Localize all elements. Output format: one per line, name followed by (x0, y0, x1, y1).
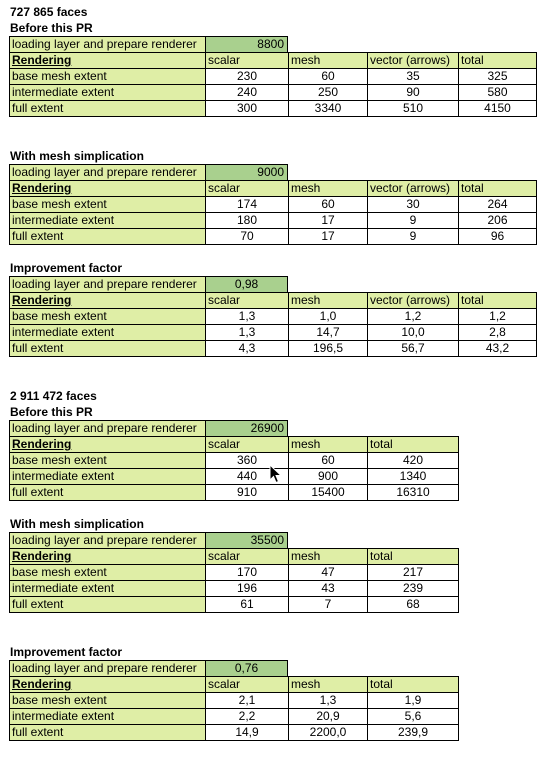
header-cell-mesh[interactable]: mesh (288, 52, 367, 68)
row-label-cell[interactable]: base mesh extent (9, 692, 205, 708)
value-cell[interactable]: 30 (367, 196, 458, 212)
value-cell[interactable]: 1,3 (288, 692, 367, 708)
table-row (9, 484, 537, 500)
value-cell[interactable]: 174 (205, 196, 288, 212)
value-cell[interactable]: 7 (288, 596, 367, 613)
spreadsheet (9, 4, 537, 740)
value-cell[interactable]: 10,0 (367, 324, 458, 340)
row-label-cell[interactable]: base mesh extent (9, 564, 205, 580)
table-row (9, 212, 537, 228)
loading-label-cell[interactable]: loading layer and prepare renderer (9, 660, 205, 676)
header-cell-mesh[interactable]: mesh (288, 436, 367, 452)
table-row (9, 692, 537, 708)
header-cell-vector[interactable]: vector (arrows) (367, 52, 458, 68)
loading-value-cell[interactable]: 26900 (205, 420, 288, 436)
header-cell-total[interactable]: total (458, 180, 537, 196)
value-cell[interactable]: 510 (367, 100, 458, 117)
row-label-cell[interactable]: full extent (9, 724, 205, 741)
value-cell[interactable]: 196,5 (288, 340, 367, 357)
header-cell-mesh[interactable]: mesh (288, 676, 367, 692)
value-cell[interactable]: 1,3 (205, 308, 288, 324)
loading-value-cell[interactable]: 8800 (205, 36, 288, 52)
table-with-simplification-1 (9, 148, 537, 244)
row-label-cell[interactable]: full extent (9, 100, 205, 117)
value-cell[interactable]: 300 (205, 100, 288, 117)
value-cell[interactable]: 264 (458, 196, 537, 212)
value-cell[interactable]: 420 (367, 452, 459, 468)
value-cell[interactable]: 4150 (458, 100, 537, 117)
header-cell-scalar[interactable]: scalar (205, 676, 288, 692)
loading-label-cell[interactable]: loading layer and prepare renderer (9, 420, 205, 436)
mouse-pointer-icon (269, 464, 283, 484)
row-label-cell[interactable]: full extent (9, 340, 205, 357)
value-cell[interactable]: 325 (458, 68, 537, 84)
loading-value-cell[interactable]: 9000 (205, 164, 288, 180)
header-cell-scalar[interactable]: scalar (205, 52, 288, 68)
loading-label-cell[interactable]: loading layer and prepare renderer (9, 164, 205, 180)
table-before-pr-1 (9, 20, 537, 116)
row-label-cell[interactable]: full extent (9, 228, 205, 245)
header-cell-scalar[interactable]: scalar (205, 180, 288, 196)
row-label-cell[interactable]: intermediate extent (9, 84, 205, 100)
loading-label-cell[interactable]: loading layer and prepare renderer (9, 532, 205, 548)
value-cell[interactable]: 16310 (367, 484, 459, 501)
value-cell[interactable]: 43,2 (458, 340, 537, 357)
header-cell-scalar[interactable]: scalar (205, 548, 288, 564)
value-cell[interactable]: 2,1 (205, 692, 288, 708)
table-row (9, 228, 537, 244)
table-improvement-1 (9, 260, 537, 356)
row-label-cell[interactable]: full extent (9, 596, 205, 613)
header-cell-mesh[interactable]: mesh (288, 548, 367, 564)
value-cell[interactable]: 60 (288, 452, 367, 468)
header-cell-total[interactable]: total (458, 52, 537, 68)
header-cell-rendering[interactable]: Rendering (9, 292, 205, 308)
value-cell[interactable]: 35 (367, 68, 458, 84)
value-cell[interactable]: 1,2 (367, 308, 458, 324)
header-cell-mesh[interactable]: mesh (288, 180, 367, 196)
value-cell[interactable]: 1,0 (288, 308, 367, 324)
header-cell-rendering[interactable]: Rendering (9, 548, 205, 564)
value-cell[interactable]: 900 (288, 468, 367, 484)
table-improvement-2 (9, 644, 537, 740)
value-cell[interactable]: 440 (205, 468, 288, 484)
table-title: Before this PR (10, 405, 93, 419)
value-cell[interactable]: 1340 (367, 468, 459, 484)
table-row (9, 84, 537, 100)
table-row (9, 708, 537, 724)
value-cell[interactable]: 4,3 (205, 340, 288, 357)
value-cell[interactable]: 217 (367, 564, 459, 580)
value-cell[interactable]: 230 (205, 68, 288, 84)
header-cell-total[interactable]: total (367, 676, 459, 692)
value-cell[interactable]: 15400 (288, 484, 367, 501)
table-title: Improvement factor (10, 261, 123, 275)
table-row (9, 196, 537, 212)
value-cell[interactable]: 196 (205, 580, 288, 596)
value-cell[interactable]: 2,2 (205, 708, 288, 724)
table-row (9, 596, 537, 612)
value-cell[interactable]: 70 (205, 228, 288, 245)
value-cell[interactable]: 170 (205, 564, 288, 580)
value-cell[interactable]: 1,3 (205, 324, 288, 340)
value-cell[interactable]: 1,9 (367, 692, 459, 708)
value-cell[interactable]: 3340 (288, 100, 367, 117)
header-cell-rendering[interactable]: Rendering (9, 676, 205, 692)
value-cell[interactable]: 206 (458, 212, 537, 228)
header-cell-scalar[interactable]: scalar (205, 436, 288, 452)
loading-label-cell[interactable]: loading layer and prepare renderer (9, 276, 205, 292)
value-cell[interactable]: 9 (367, 212, 458, 228)
value-cell[interactable]: 240 (205, 84, 288, 100)
value-cell[interactable]: 1,2 (458, 308, 537, 324)
row-label-cell[interactable]: full extent (9, 484, 205, 501)
faces-heading-2: 2 911 472 faces (10, 389, 97, 403)
header-cell-total[interactable]: total (458, 292, 537, 308)
header-cell-mesh[interactable]: mesh (288, 292, 367, 308)
table-row (9, 308, 537, 324)
value-cell[interactable]: 90 (367, 84, 458, 100)
header-cell-total[interactable]: total (367, 548, 459, 564)
value-cell[interactable]: 17 (288, 228, 367, 245)
value-cell[interactable]: 250 (288, 84, 367, 100)
value-cell[interactable]: 56,7 (367, 340, 458, 357)
table-row (9, 100, 537, 116)
value-cell[interactable]: 60 (288, 68, 367, 84)
header-cell-vector[interactable]: vector (arrows) (367, 180, 458, 196)
row-label-cell[interactable]: base mesh extent (9, 452, 205, 468)
row-label-cell[interactable]: intermediate extent (9, 580, 205, 596)
loading-value-cell[interactable]: 35500 (205, 532, 288, 548)
table-before-pr-2 (9, 404, 537, 500)
header-cell-scalar[interactable]: scalar (205, 292, 288, 308)
faces-heading-1: 727 865 faces (10, 5, 88, 19)
table-with-simplification-2 (9, 516, 537, 612)
row-label-cell[interactable]: base mesh extent (9, 196, 205, 212)
value-cell[interactable]: 14,9 (205, 724, 288, 741)
value-cell[interactable]: 360 (205, 452, 288, 468)
value-cell[interactable]: 2,8 (458, 324, 537, 340)
value-cell[interactable]: 180 (205, 212, 288, 228)
value-cell[interactable]: 47 (288, 564, 367, 580)
row-label-cell[interactable]: intermediate extent (9, 468, 205, 484)
table-row (9, 564, 537, 580)
value-cell[interactable]: 2200,0 (288, 724, 367, 741)
table-row (9, 580, 537, 596)
table-title: With mesh simplication (10, 149, 144, 163)
row-label-cell[interactable]: intermediate extent (9, 212, 205, 228)
header-cell-vector[interactable]: vector (arrows) (367, 292, 458, 308)
loading-value-cell[interactable]: 0,98 (205, 276, 288, 292)
value-cell[interactable]: 239,9 (367, 724, 459, 741)
table-title: Before this PR (10, 21, 93, 35)
table-row (9, 68, 537, 84)
row-label-cell[interactable]: intermediate extent (9, 708, 205, 724)
row-label-cell[interactable]: base mesh extent (9, 308, 205, 324)
value-cell[interactable]: 910 (205, 484, 288, 501)
value-cell[interactable]: 68 (367, 596, 459, 613)
value-cell[interactable]: 5,6 (367, 708, 459, 724)
value-cell[interactable]: 60 (288, 196, 367, 212)
table-title: Improvement factor (10, 645, 123, 659)
value-cell[interactable]: 61 (205, 596, 288, 613)
value-cell[interactable]: 9 (367, 228, 458, 245)
value-cell[interactable]: 14,7 (288, 324, 367, 340)
row-label-cell[interactable]: base mesh extent (9, 68, 205, 84)
value-cell[interactable]: 239 (367, 580, 459, 596)
value-cell[interactable]: 43 (288, 580, 367, 596)
loading-value-cell[interactable]: 0,76 (205, 660, 288, 676)
table-row (9, 340, 537, 356)
value-cell[interactable]: 20,9 (288, 708, 367, 724)
table-row (9, 724, 537, 740)
value-cell[interactable]: 96 (458, 228, 537, 245)
loading-label-cell[interactable]: loading layer and prepare renderer (9, 36, 205, 52)
table-title: With mesh simplication (10, 517, 144, 531)
header-cell-rendering[interactable]: Rendering (9, 436, 205, 452)
header-cell-rendering[interactable]: Rendering (9, 180, 205, 196)
row-label-cell[interactable]: intermediate extent (9, 324, 205, 340)
header-cell-rendering[interactable]: Rendering (9, 52, 205, 68)
value-cell[interactable]: 17 (288, 212, 367, 228)
header-cell-total[interactable]: total (367, 436, 459, 452)
value-cell[interactable]: 580 (458, 84, 537, 100)
table-row (9, 324, 537, 340)
